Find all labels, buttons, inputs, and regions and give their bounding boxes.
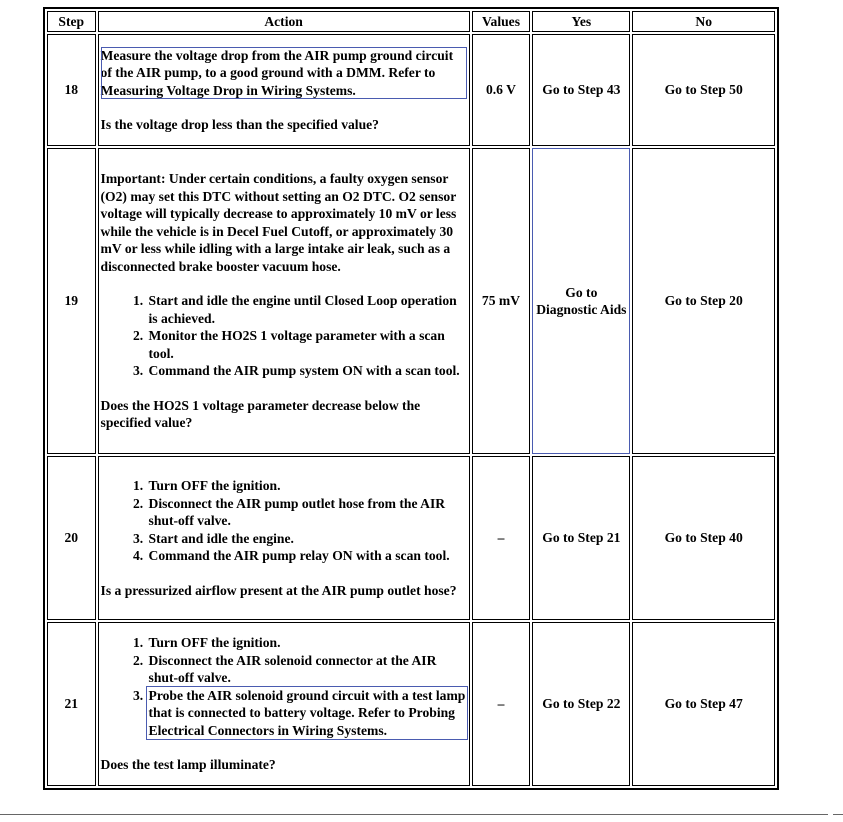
step-number: 19 [47, 148, 96, 454]
list-item: 4. Command the AIR pump relay ON with a scan tool. [147, 547, 467, 565]
page-divider [0, 814, 828, 815]
no-link[interactable]: Go to Step 47 [632, 622, 775, 786]
list-item: 1. Turn OFF the ignition. [147, 634, 467, 652]
table-row [47, 622, 775, 786]
page-divider-end [833, 814, 843, 815]
yes-link[interactable]: Go to Step 21 [532, 456, 630, 620]
list-item: 3. Probe the AIR solenoid ground circuit with a test lamp that is connected to battery voltage. Refer to Probing Electrical Connectors in Wiring Systems. [147, 687, 467, 740]
procedure-list [101, 292, 467, 380]
list-item: 3. Start and idle the engine. [147, 530, 467, 548]
important-note: Important: Under certain conditions, a faulty oxygen sensor (O2) may set this DTC without setting an O2 DTC. O2 sensor voltage will typically decrease to approximately 10 mV or less while the vehicle is in Decel Fuel Cutoff, or approximately 30 mV or less while idling with a large intake air leak, such as a disconnected brake booster vacuum hose. [100, 171, 457, 274]
yes-link[interactable]: Go to Diagnostic Aids [532, 148, 630, 454]
list-item: 1. Start and idle the engine until Closed Loop operation is achieved. [147, 292, 467, 327]
table-row [47, 148, 775, 454]
action-question: Does the test lamp illuminate? [100, 757, 276, 773]
action-cell [98, 456, 470, 620]
list-item: 2. Disconnect the AIR solenoid connector at the AIR shut-off valve. [147, 652, 467, 687]
spec-value: 75 mV [472, 148, 531, 454]
header-no: No [632, 11, 775, 32]
list-item: 2. Monitor the HO2S 1 voltage parameter with a scan tool. [147, 327, 467, 362]
step-number: 18 [47, 34, 96, 146]
header-yes: Yes [532, 11, 630, 32]
list-item: 2. Disconnect the AIR pump outlet hose from the AIR shut-off valve. [147, 495, 467, 530]
spec-value: – [472, 456, 531, 620]
spec-value: – [472, 622, 531, 786]
yes-link[interactable]: Go to Step 43 [532, 34, 630, 146]
action-intro: Measure the voltage drop from the AIR pump ground circuit of the AIR pump, to a good ground with a DMM. Refer to Measuring Voltage Drop in Wiring Systems. [101, 47, 467, 100]
header-row [47, 11, 775, 32]
table-row [47, 456, 775, 620]
spec-value: 0.6 V [472, 34, 531, 146]
diagnostic-table [43, 7, 779, 790]
procedure-list [101, 477, 467, 565]
list-item: 1. Turn OFF the ignition. [147, 477, 467, 495]
step-number: 21 [47, 622, 96, 786]
action-question: Does the HO2S 1 voltage parameter decrease below the specified value? [100, 397, 421, 431]
action-question: Is a pressurized airflow present at the AIR pump outlet hose? [100, 582, 457, 598]
header-action: Action [98, 11, 470, 32]
header-step: Step [47, 11, 96, 32]
no-link[interactable]: Go to Step 20 [632, 148, 775, 454]
procedure-list [101, 634, 467, 739]
list-item: 3. Command the AIR pump system ON with a scan tool. [147, 362, 467, 380]
yes-link[interactable]: Go to Step 22 [532, 622, 630, 786]
action-cell [98, 148, 470, 454]
table-row [47, 34, 775, 146]
header-values: Values [472, 11, 531, 32]
action-cell [98, 622, 470, 786]
action-cell [98, 34, 470, 146]
step-number: 20 [47, 456, 96, 620]
no-link[interactable]: Go to Step 40 [632, 456, 775, 620]
action-question: Is the voltage drop less than the specified value? [100, 117, 379, 132]
no-link[interactable]: Go to Step 50 [632, 34, 775, 146]
